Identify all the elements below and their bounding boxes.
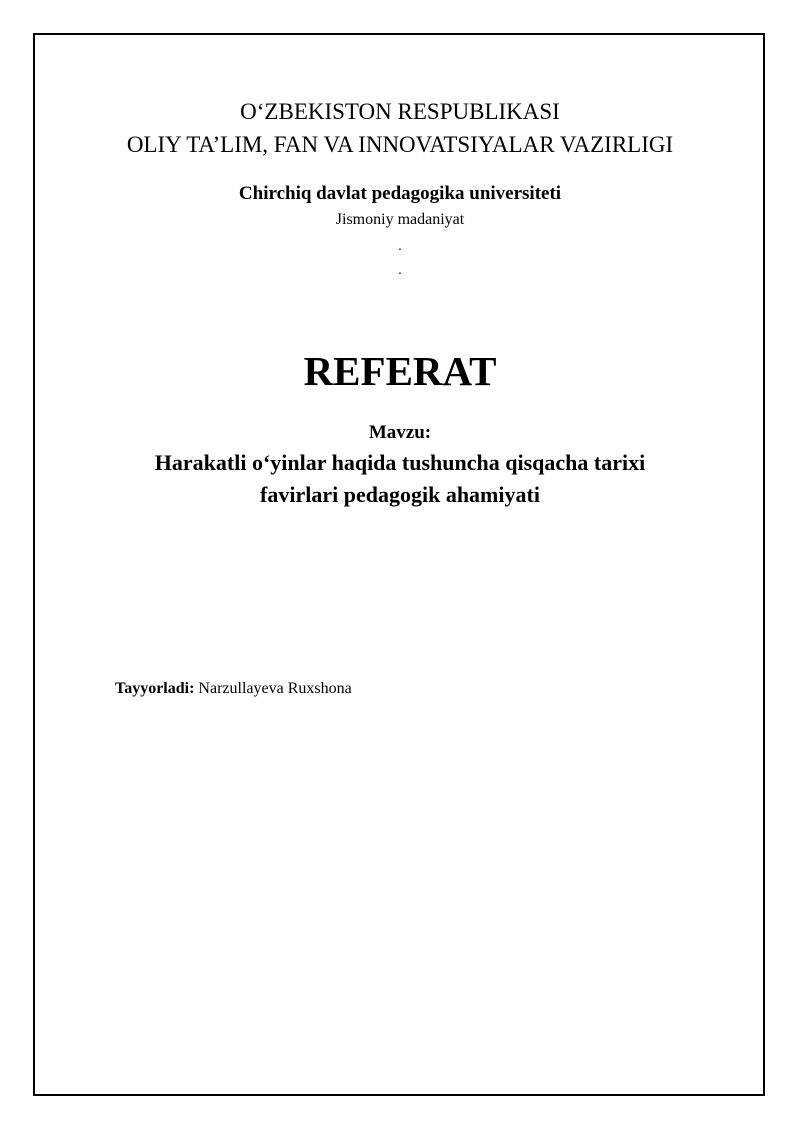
separator-dot: . xyxy=(398,239,402,254)
topic-label: Mavzu: xyxy=(368,422,432,443)
university-name: Chirchiq davlat pedagogika universiteti xyxy=(238,183,562,204)
author-name: Narzullayeva Ruxshona xyxy=(198,680,352,697)
separator-dot: . xyxy=(398,263,402,278)
country-title: O‘ZBEKISTON RESPUBLIKASI xyxy=(240,99,560,124)
topic-line-1: Harakatli o‘yinlar haqida tushuncha qisqacha tarixi xyxy=(154,450,646,475)
ministry-title: OLIY TA’LIM, FAN VA INNOVATSIYALAR VAZIRLIGI xyxy=(126,132,674,157)
author-line xyxy=(115,679,352,699)
topic-line-2: favirlari pedagogik ahamiyati xyxy=(260,482,540,507)
document-type-title: REFERAT xyxy=(303,348,497,394)
department-name: Jismoniy madaniyat xyxy=(335,211,465,228)
author-label: Tayyorladi: xyxy=(115,680,195,697)
